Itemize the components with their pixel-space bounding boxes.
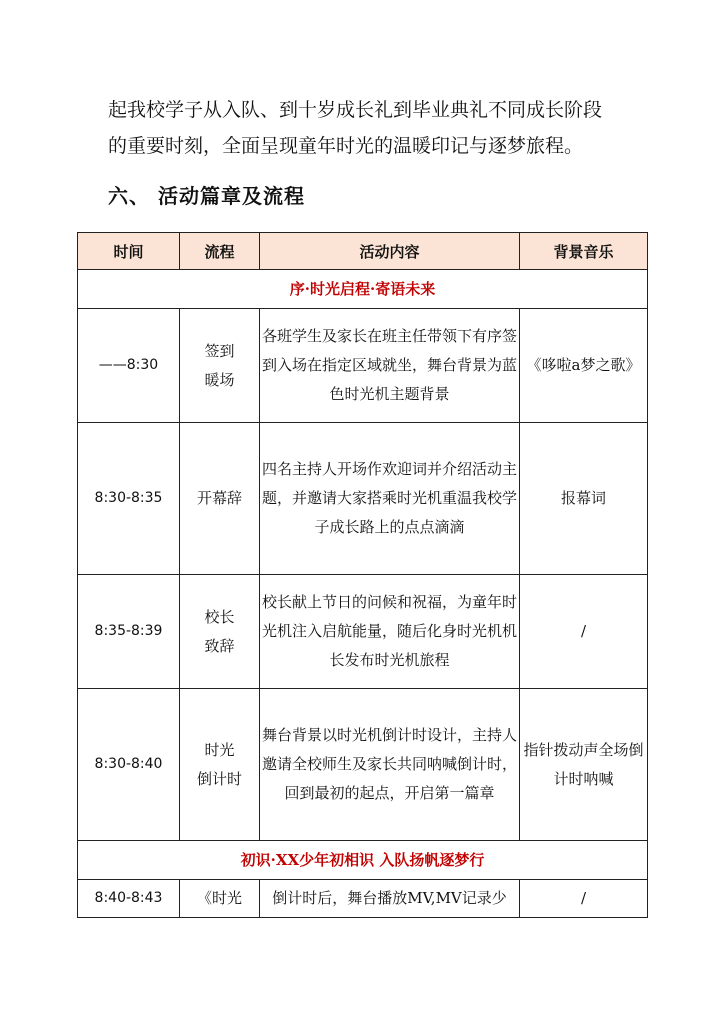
row-step: 校长 致辞 [180, 575, 260, 689]
header-step: 流程 [180, 233, 260, 270]
row-music: 指针拨动声全场倒计时呐喊 [520, 689, 648, 841]
row-content: 校长献上节日的问候和祝福，为童年时光机注入启航能量，随后化身时光机机长发布时光机旅程 [260, 575, 520, 689]
table-row [78, 423, 648, 575]
row-step: 《时光 [180, 880, 260, 918]
header-music: 背景音乐 [520, 233, 648, 270]
intro-line-1: 起我校学子从入队、到十岁成长礼到毕业典礼不同成长阶段 [108, 99, 603, 121]
section-title-1: 序·时光启程·寄语未来 [78, 270, 648, 309]
row-music: 《哆啦a梦之歌》 [520, 309, 648, 423]
intro-line-2: 的重要时刻，全面呈现童年时光的温暖印记与逐梦旅程。 [108, 135, 584, 157]
row-time: 8:35-8:39 [78, 575, 180, 689]
section-heading: 六、 活动篇章及流程 [108, 184, 305, 208]
section-row [78, 841, 648, 880]
row-music: / [520, 880, 648, 918]
table-header-row [78, 233, 648, 270]
row-content: 舞台背景以时光机倒计时设计，主持人邀请全校师生及家长共同呐喊倒计时，回到最初的起点，开启第一篇章 [260, 689, 520, 841]
row-time: 8:40-8:43 [78, 880, 180, 918]
schedule-table [77, 232, 648, 918]
section-row [78, 270, 648, 309]
table-row [78, 689, 648, 841]
row-content: 倒计时后，舞台播放MV,MV记录少 [260, 880, 520, 918]
row-time: 8:30-8:35 [78, 423, 180, 575]
section-title-2: 初识·XX少年初相识 入队扬帆逐梦行 [78, 841, 648, 880]
header-time: 时间 [78, 233, 180, 270]
row-content: 四名主持人开场作欢迎词并介绍活动主题，并邀请大家搭乘时光机重温我校学子成长路上的点点滴滴 [260, 423, 520, 575]
row-content: 各班学生及家长在班主任带领下有序签到入场在指定区域就坐，舞台背景为蓝色时光机主题背景 [260, 309, 520, 423]
table-row [78, 309, 648, 423]
header-content: 活动内容 [260, 233, 520, 270]
intro-paragraph [108, 92, 628, 164]
row-step: 签到 暖场 [180, 309, 260, 423]
row-time: 8:30-8:40 [78, 689, 180, 841]
row-music: / [520, 575, 648, 689]
table-row [78, 575, 648, 689]
row-music: 报幕词 [520, 423, 648, 575]
row-step: 时光 倒计时 [180, 689, 260, 841]
table-row [78, 880, 648, 918]
row-step: 开幕辞 [180, 423, 260, 575]
row-time: ——8:30 [78, 309, 180, 423]
